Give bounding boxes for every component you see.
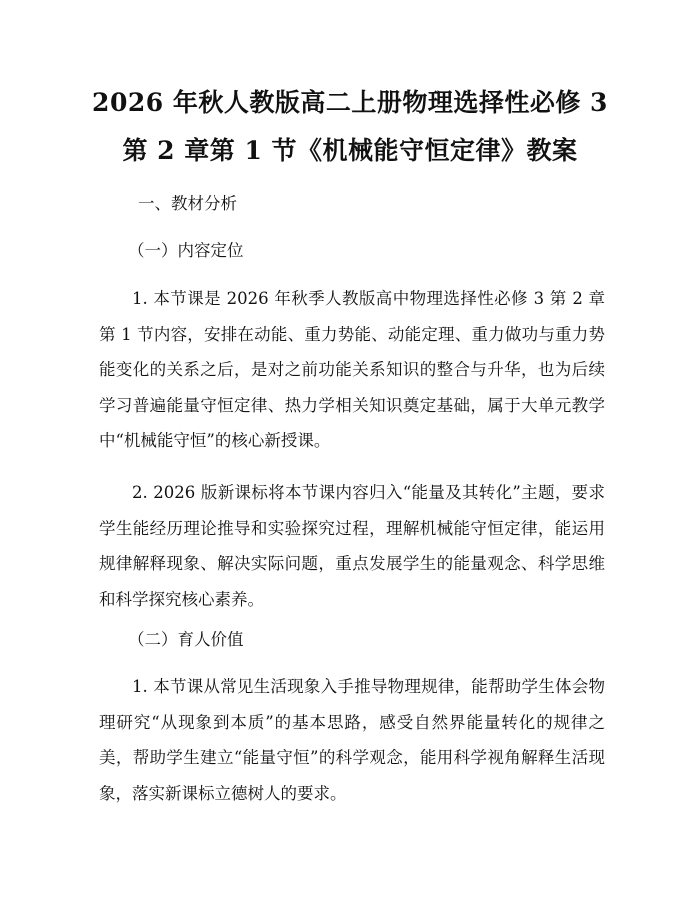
paragraph-educational-value-1: 1. 本节课从常见生活现象入手推导物理规律，能帮助学生体会物理研究“从现象到本质”的基本思路，感受自然界能量转化的规律之美，帮助学生建立“能量守恒”的科学观念，能用科学视角解释生活现象，落实新课标立德树人的要求。 [99,677,605,803]
document-title-line-1: 2026 年秋人教版高二上册物理选择性必修 3 [92,88,608,117]
paragraph-content-positioning-2: 2. 2026 版新课标将本节课内容归入“能量及其转化”主题，要求学生能经历理论推导和实验探究过程，理解机械能守恒定律，能运用规律解释现象、解决实际问题，重点发展学生的能量观念、科学思维和科学探究核心素养。 [99,483,605,609]
paragraph-content-positioning-1: 1. 本节课是 2026 年秋季人教版高中物理选择性必修 3 第 2 章第 1 节内容，安排在动能、重力势能、动能定理、重力做功与重力势能变化的关系之后，是对之前功能关系知识的整合与升华，也为后续学习普遍能量守恒定律、热力学相关知识奠定基础，属于大单元教学中“机械能守恒”的核心新授课。 [99,289,605,450]
subsection-heading-content-positioning: （一）内容定位 [128,241,244,260]
document-title-line-2: 第 2 章第 1 节《机械能守恒定律》教案 [122,136,578,165]
section-heading-textbook-analysis: 一、教材分析 [138,194,237,213]
subsection-heading-educational-value: （二）育人价值 [128,630,244,649]
